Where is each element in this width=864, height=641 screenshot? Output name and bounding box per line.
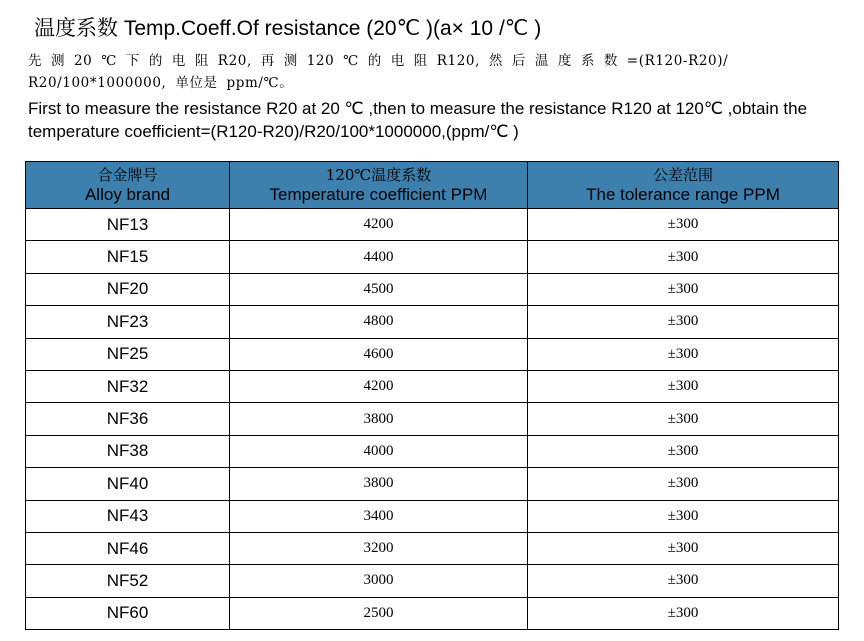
header-tolerance-range-cn: 公差范围: [652, 166, 713, 184]
table-row: [26, 370, 839, 402]
alloy-brand-cell: NF20: [26, 273, 230, 305]
description-chinese: 先 测 20 ℃ 下 的 电 阻 R20, 再 测 120 ℃ 的 电 阻 R120, 然 后 温 度 系 数 =(R120-R20)/ R20/100*1000000, 单位是 ppm/℃。: [28, 53, 729, 91]
temperature-coefficient-cell: 3200: [230, 532, 528, 564]
alloy-brand-cell: NF15: [26, 241, 230, 273]
table-row: [26, 273, 839, 305]
table-row: [26, 209, 839, 241]
alloy-brand-cell: NF25: [26, 338, 230, 370]
temperature-coefficient-cell: 4400: [230, 241, 528, 273]
header-temperature-coefficient-en: Temperature coefficient PPM: [269, 185, 488, 204]
tolerance-cell: ±300: [528, 532, 839, 564]
temperature-coefficient-cell: 3800: [230, 468, 528, 500]
table-row: [26, 241, 839, 273]
header-tolerance-range-en: The tolerance range PPM: [586, 185, 780, 204]
header-alloy-brand: [26, 162, 230, 209]
description-english: First to measure the resistance R20 at 20 ℃ ,then to measure the resistance R120 at 120℃ ,obtain the temperature coefficient=(R120-R20)/R20/100*1000000,(ppm/℃ ): [28, 99, 808, 141]
temperature-coefficient-cell: 3400: [230, 500, 528, 532]
alloy-brand-cell: NF23: [26, 306, 230, 338]
tolerance-cell: ±300: [528, 209, 839, 241]
table-row: [26, 532, 839, 564]
tolerance-cell: ±300: [528, 241, 839, 273]
tolerance-cell: ±300: [528, 306, 839, 338]
temperature-coefficient-cell: 4800: [230, 306, 528, 338]
tolerance-cell: ±300: [528, 565, 839, 597]
temperature-coefficient-cell: 3800: [230, 403, 528, 435]
table-body: [26, 209, 839, 630]
tolerance-cell: ±300: [528, 338, 839, 370]
header-temperature-coefficient-cn: 120℃温度系数: [325, 166, 432, 184]
table-row: [26, 597, 839, 629]
temperature-coefficient-cell: 3000: [230, 565, 528, 597]
table-row: [26, 565, 839, 597]
alloy-brand-cell: NF40: [26, 468, 230, 500]
alloy-brand-cell: NF13: [26, 209, 230, 241]
table-row: [26, 306, 839, 338]
tolerance-cell: ±300: [528, 273, 839, 305]
tolerance-cell: ±300: [528, 370, 839, 402]
header-alloy-brand-en: Alloy brand: [84, 185, 171, 204]
tolerance-cell: ±300: [528, 435, 839, 467]
table-row: [26, 435, 839, 467]
table-row: [26, 338, 839, 370]
temperature-coefficient-cell: 4200: [230, 370, 528, 402]
tolerance-cell: ±300: [528, 403, 839, 435]
tolerance-cell: ±300: [528, 500, 839, 532]
temperature-coefficient-cell: 4500: [230, 273, 528, 305]
header-temperature-coefficient: [230, 162, 528, 209]
header-alloy-brand-cn: 合金牌号: [97, 166, 158, 184]
page-title: 温度系数 Temp.Coeff.Of resistance (20℃ )(a× 10 /℃ ): [34, 17, 542, 40]
table-row: [26, 500, 839, 532]
header-row: [26, 162, 839, 209]
alloy-brand-cell: NF32: [26, 370, 230, 402]
temperature-coefficient-cell: 4200: [230, 209, 528, 241]
alloy-brand-cell: NF38: [26, 435, 230, 467]
table-header: [26, 162, 839, 209]
tolerance-cell: ±300: [528, 468, 839, 500]
table-row: [26, 403, 839, 435]
temperature-coefficient-cell: 4000: [230, 435, 528, 467]
alloy-brand-cell: NF60: [26, 597, 230, 629]
tolerance-cell: ±300: [528, 597, 839, 629]
temperature-coefficient-table: [25, 161, 839, 630]
header-tolerance-range: [528, 162, 839, 209]
temperature-coefficient-cell: 2500: [230, 597, 528, 629]
alloy-brand-cell: NF36: [26, 403, 230, 435]
table-row: [26, 468, 839, 500]
alloy-brand-cell: NF43: [26, 500, 230, 532]
temperature-coefficient-cell: 4600: [230, 338, 528, 370]
alloy-brand-cell: NF52: [26, 565, 230, 597]
alloy-brand-cell: NF46: [26, 532, 230, 564]
